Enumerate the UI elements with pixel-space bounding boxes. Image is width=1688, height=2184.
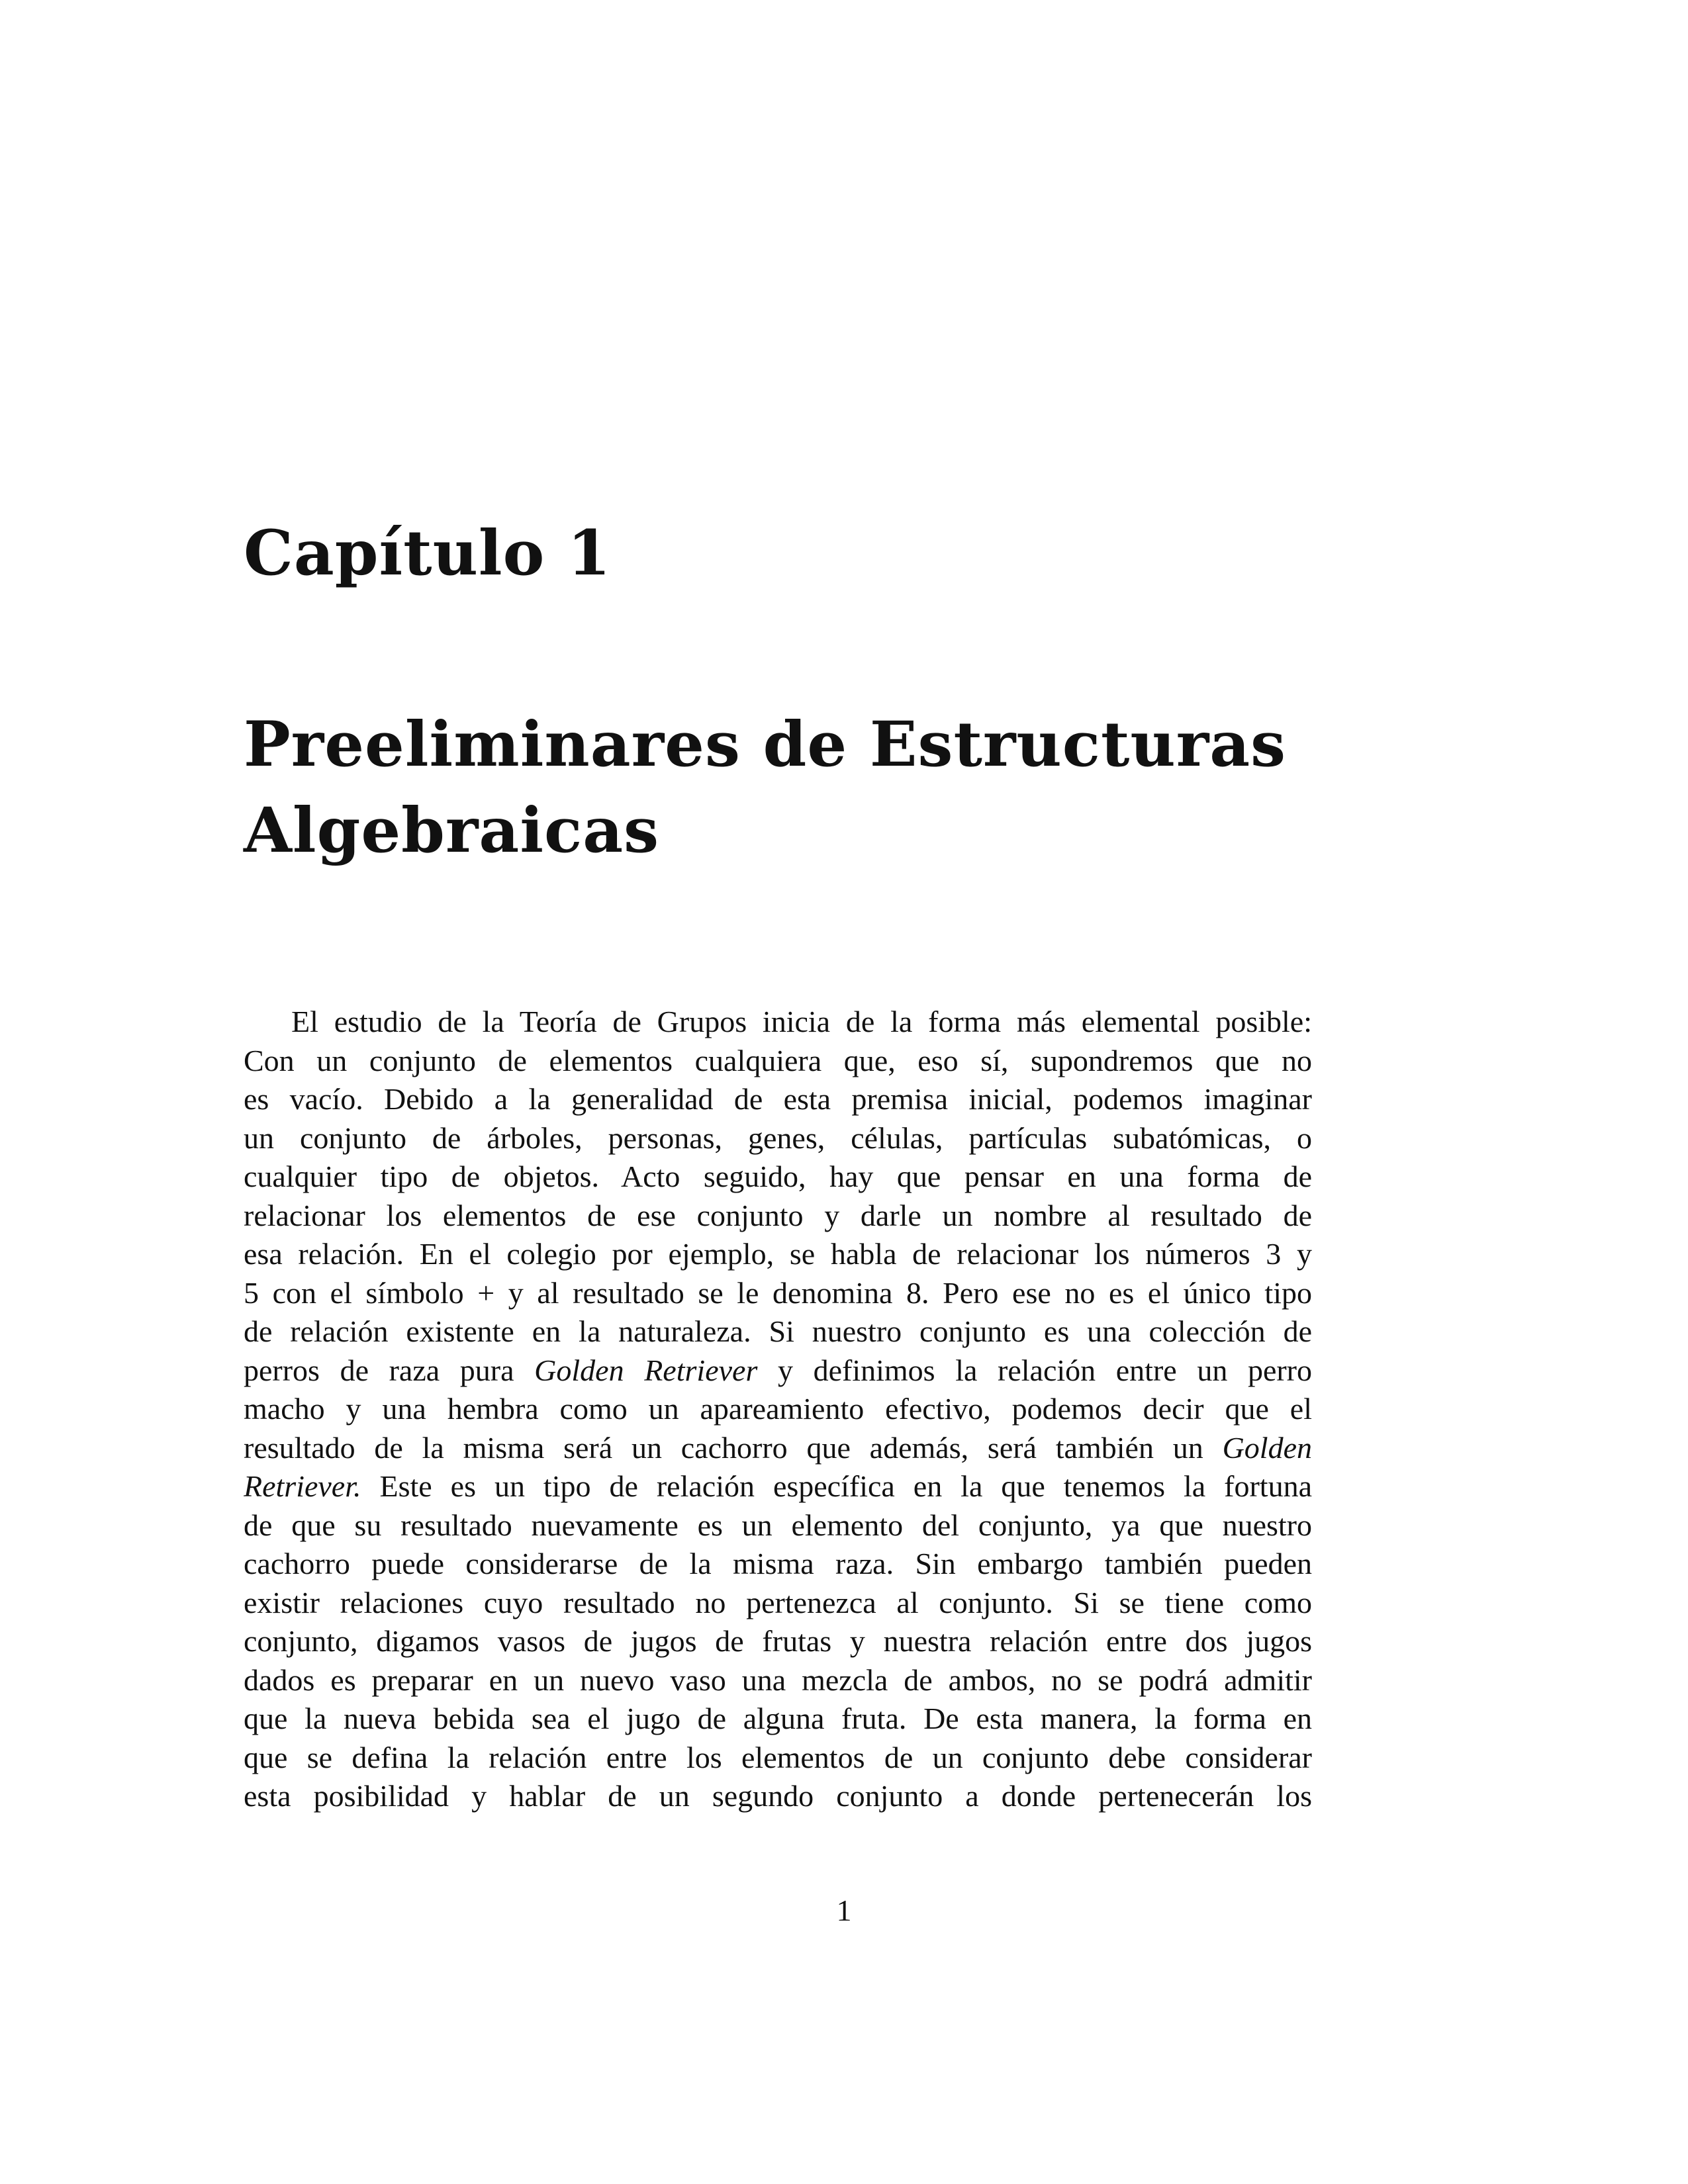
paragraph-line: Con un conjunto de elementos cualquiera que, eso sí, supondremos que no <box>244 1043 1312 1077</box>
paragraph-line: dados es preparar en un nuevo vaso una mezcla de ambos, no se podrá admitir <box>244 1662 1312 1697</box>
paragraph-line: de relación existente en la naturaleza. Si nuestro conjunto es una colección de <box>244 1314 1312 1348</box>
paragraph-line: resultado de la misma será un cachorro que además, será también un Golden <box>244 1430 1312 1465</box>
paragraph-line: El estudio de la Teoría de Grupos inicia de la forma más elemental posible: <box>291 1005 1312 1038</box>
body-paragraph <box>244 1003 1312 1816</box>
paragraph-line: existir relaciones cuyo resultado no pertenezca al conjunto. Si se tiene como <box>244 1585 1312 1619</box>
paragraph-line: esta posibilidad y hablar de un segundo conjunto a donde pertenecerán los <box>244 1779 1312 1813</box>
italic-term: Golden Retriever <box>534 1353 758 1387</box>
paragraph-line: cualquier tipo de objetos. Acto seguido, hay que pensar en una forma de <box>244 1160 1312 1193</box>
paragraph-line: relacionar los elementos de ese conjunto y darle un nombre al resultado de <box>244 1198 1312 1232</box>
paragraph-line: esa relación. En el colegio por ejemplo, se habla de relacionar los números 3 y <box>244 1237 1312 1271</box>
page-number: 1 <box>836 1893 852 1927</box>
paragraph-line: que la nueva bebida sea el jugo de alguna fruta. De esta manera, la forma en <box>244 1702 1312 1735</box>
paragraph-line: Retriever. Este es un tipo de relación específica en la que tenemos la fortuna <box>244 1469 1312 1503</box>
chapter-label: Capítulo 1 <box>244 517 612 590</box>
paragraph-line: es vacío. Debido a la generalidad de esta premisa inicial, podemos imaginar <box>244 1082 1312 1116</box>
chapter-title-line: Preeliminares de Estructuras <box>244 708 1287 781</box>
paragraph-line: perros de raza pura Golden Retriever y definimos la relación entre un perro <box>244 1353 1312 1387</box>
paragraph-line: conjunto, digamos vasos de jugos de frutas y nuestra relación entre dos jugos <box>244 1624 1312 1658</box>
italic-term: Golden <box>1222 1430 1312 1465</box>
paragraph-line: macho y una hembra como un apareamiento efectivo, podemos decir que el <box>244 1392 1312 1426</box>
paragraph-line: que se defina la relación entre los elementos de un conjunto debe considerar <box>244 1740 1312 1774</box>
chapter-title-line: Algebraicas <box>244 794 660 867</box>
paragraph-line: cachorro puede considerarse de la misma raza. Sin embargo también pueden <box>244 1547 1312 1580</box>
paragraph-line: un conjunto de árboles, personas, genes, células, partículas subatómicas, o <box>244 1120 1312 1155</box>
italic-term: Retriever. <box>244 1469 361 1503</box>
chapter-title <box>244 702 1369 874</box>
paragraph-line: de que su resultado nuevamente es un elemento del conjunto, ya que nuestro <box>244 1508 1312 1542</box>
paragraph-line: 5 con el símbolo + y al resultado se le denomina 8. Pero ese no es el único tipo <box>244 1275 1312 1310</box>
